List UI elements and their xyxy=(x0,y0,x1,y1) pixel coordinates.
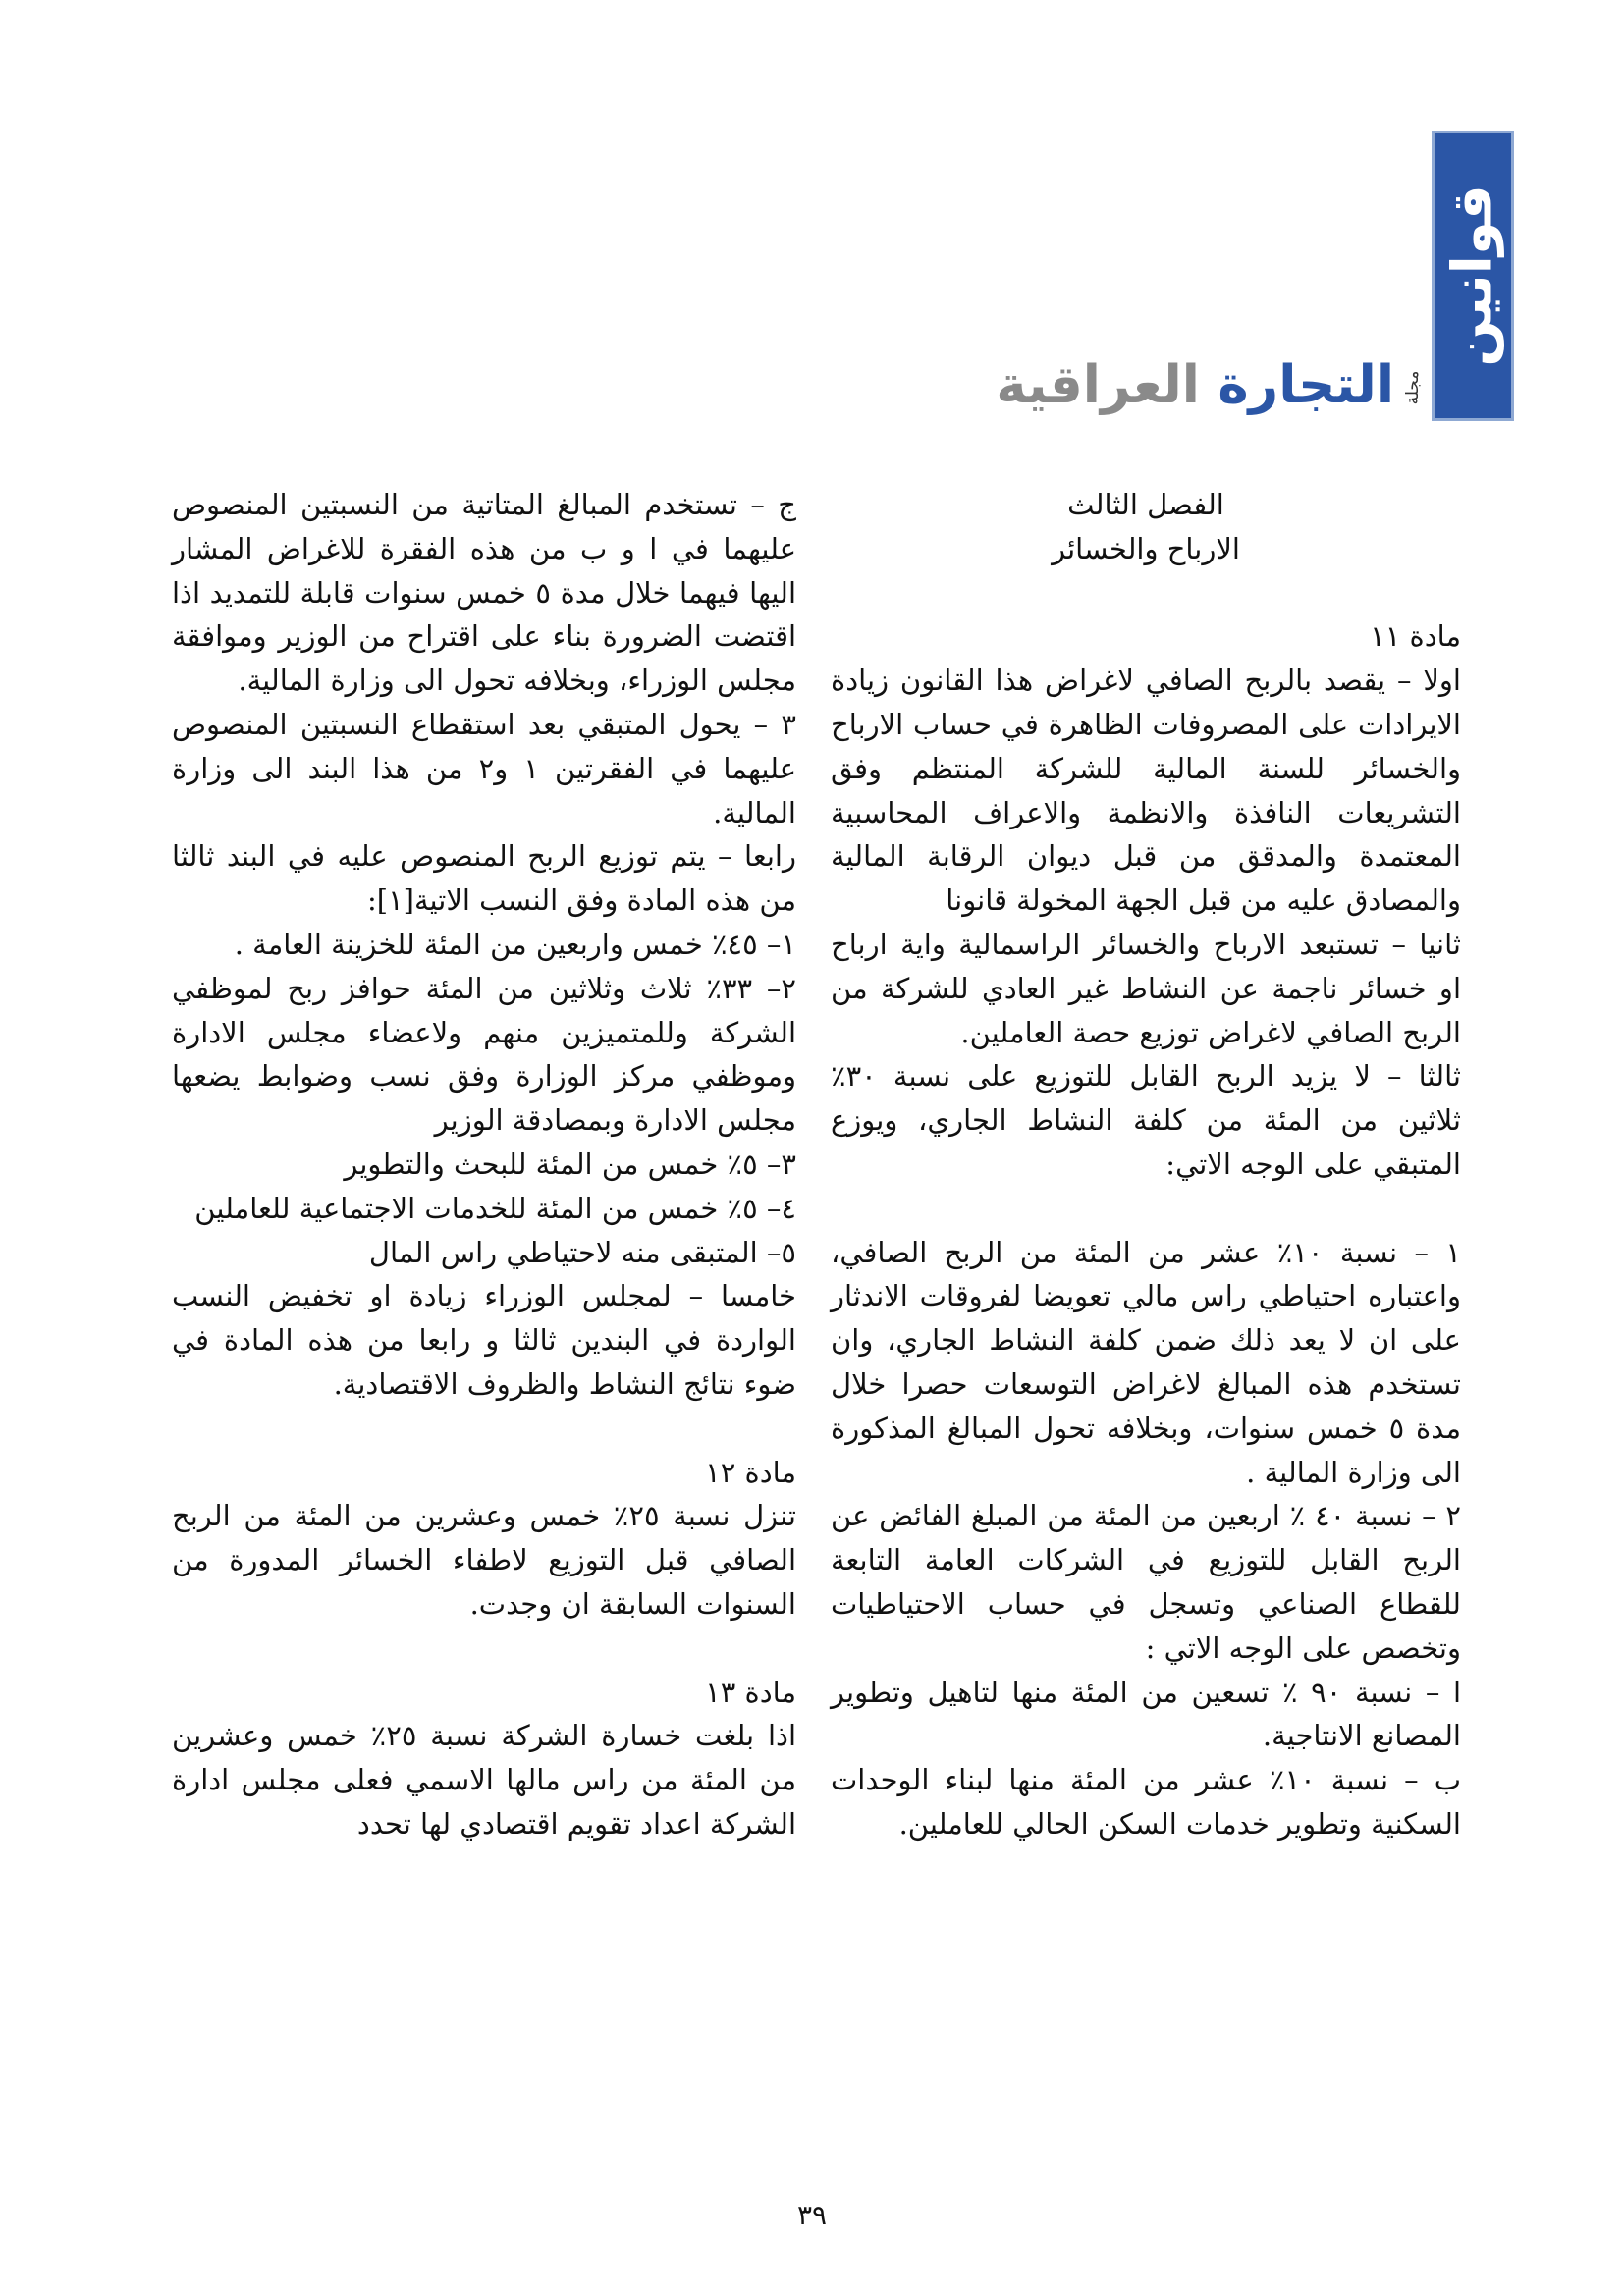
distribution-item-3: ٣– ٥٪ خمس من المئة للبحث والتطوير xyxy=(344,1147,796,1181)
article-11-item-2c: ج – تستخدم المبالغ المتاتية من النسبتين المنصوص عليهما في ا و ب من هذه الفقرة للاغراض المشار اليها فيهما خلال مدة ٥ خمس سنوات قابلة للتمديد اذا اقتضت الضرورة بناء على اقتراح من الوزير وموافقة مجلس الوزراء، وبخلافه تحول الى وزارة المالية. xyxy=(172,488,797,698)
article-11-first: اولا – يقصد بالربح الصافي لاغراض هذا القانون زيادة الايرادات على المصروفات الظاهرة في حساب الارباح والخسائر للسنة المالية للشركة المنتظم وفق التشريعات النافذة والانظمة والاعراف المحاسبية المعتمدة والمدقق من قبل ديوان الرقابة المالية والمصادق عليه من قبل الجهة المخولة قانونا xyxy=(831,664,1461,918)
magazine-title-part2: العراقية xyxy=(996,355,1200,415)
article-13-heading: مادة ١٣ xyxy=(705,1675,796,1709)
article-11-item-3: ٣ – يحول المتبقي بعد استقطاع النسبتين المنصوص عليهما في الفقرتين ١ و٢ من هذا البند الى وزارة المالية. xyxy=(172,707,796,829)
magazine-title xyxy=(996,348,1394,423)
article-11-second: ثانيا – تستبعد الارباح والخسائر الراسمالية واية ارباح او خسائر ناجمة عن النشاط غير العادي للشركة من الربح الصافي لاغراض توزيع حصة العاملين. xyxy=(831,927,1461,1049)
article-11-fifth: خامسا – لمجلس الوزراء زيادة او تخفيض النسب الواردة في البندين ثالثا و رابعا من هذه المادة في ضوء نتائج النشاط والظروف الاقتصادية. xyxy=(172,1279,796,1401)
chapter-subtitle: الارباح والخسائر xyxy=(1052,531,1240,565)
article-11-heading: مادة ١١ xyxy=(1370,619,1461,654)
chapter-title: الفصل الثالث xyxy=(1067,488,1224,521)
page-number: ٣٩ xyxy=(796,2199,828,2231)
right-column xyxy=(831,483,1461,1846)
article-12-text: تنزل نسبة ٢٥٪ خمس وعشرين من المئة من الربح الصافي قبل التوزيع لاطفاء الخسائر المدورة من السنوات السابقة ان وجدت. xyxy=(172,1499,796,1621)
article-11-item-2b: ب – نسبة ١٠٪ عشر من المئة منها لبناء الوحدات السكنية وتطوير خدمات السكن الحالي للعاملين. xyxy=(831,1763,1461,1841)
distribution-item-4: ٤– ٥٪ خمس من المئة للخدمات الاجتماعية للعاملين xyxy=(194,1191,796,1225)
article-11-third: ثالثا – لا يزيد الربح القابل للتوزيع على نسبة ٣٠٪ ثلاثين من المئة من كلفة النشاط الجاري، ويوزع المتبقي على الوجه الاتي: xyxy=(831,1059,1461,1181)
magazine-title-part1: التجارة xyxy=(1218,355,1394,415)
section-tab xyxy=(1432,131,1514,421)
section-label: قوانين xyxy=(1440,185,1505,367)
distribution-item-1: ١– ٤٥٪ خمس واربعين من المئة للخزينة العامة . xyxy=(234,927,796,961)
left-column xyxy=(172,483,796,1846)
distribution-item-5: ٥– المتبقى منه لاحتياطي راس المال xyxy=(368,1235,796,1269)
distribution-item-2: ٢– ٣٣٪ ثلاث وثلاثين من المئة حوافز ربح لموظفي الشركة وللمتميزين منهم ولاعضاء مجلس الادارة وموظفي مركز الوزارة وفق نسب وضوابط يضعها مجلس الادارة وبمصادقة الوزير xyxy=(172,971,796,1138)
article-11-item-1: ١ – نسبة ١٠٪ عشر من المئة من الربح الصافي، واعتباره احتياطي راس مالي تعويضا لفروقات الاندثار على ان لا يعد ذلك ضمن كلفة النشاط الجاري، وان تستخدم هذه المبالغ لاغراض التوسعات حصرا خلال مدة ٥ خمس سنوات، وبخلافه تحول المبالغ المذكورة الى وزارة المالية . xyxy=(831,1235,1461,1489)
magazine-word: مجلة xyxy=(1403,370,1423,405)
article-11-item-2a: ا – نسبة ٩٠ ٪ تسعين من المئة منها لتاهيل وتطوير المصانع الانتاجية. xyxy=(831,1675,1462,1753)
article-11-fourth: رابعا – يتم توزيع الربح المنصوص عليه في البند ثالثا من هذه المادة وفق النسب الاتية[١]: xyxy=(172,839,796,918)
article-13-text: اذا بلغت خسارة الشركة نسبة ٢٥٪ خمس وعشرين من المئة من راس مالها الاسمي فعلى مجلس ادارة الشركة اعداد تقويم اقتصادي لها تحدد xyxy=(172,1719,796,1841)
article-11-item-2: ٢ – نسبة ٤٠ ٪ اربعين من المئة من المبلغ الفائض عن الربح القابل للتوزيع في الشركات العامة التابعة للقطاع الصناعي وتسجل في حساب الاحتياطيات وتخصص على الوجه الاتي : xyxy=(831,1499,1461,1665)
article-12-heading: مادة ١٢ xyxy=(705,1455,796,1489)
